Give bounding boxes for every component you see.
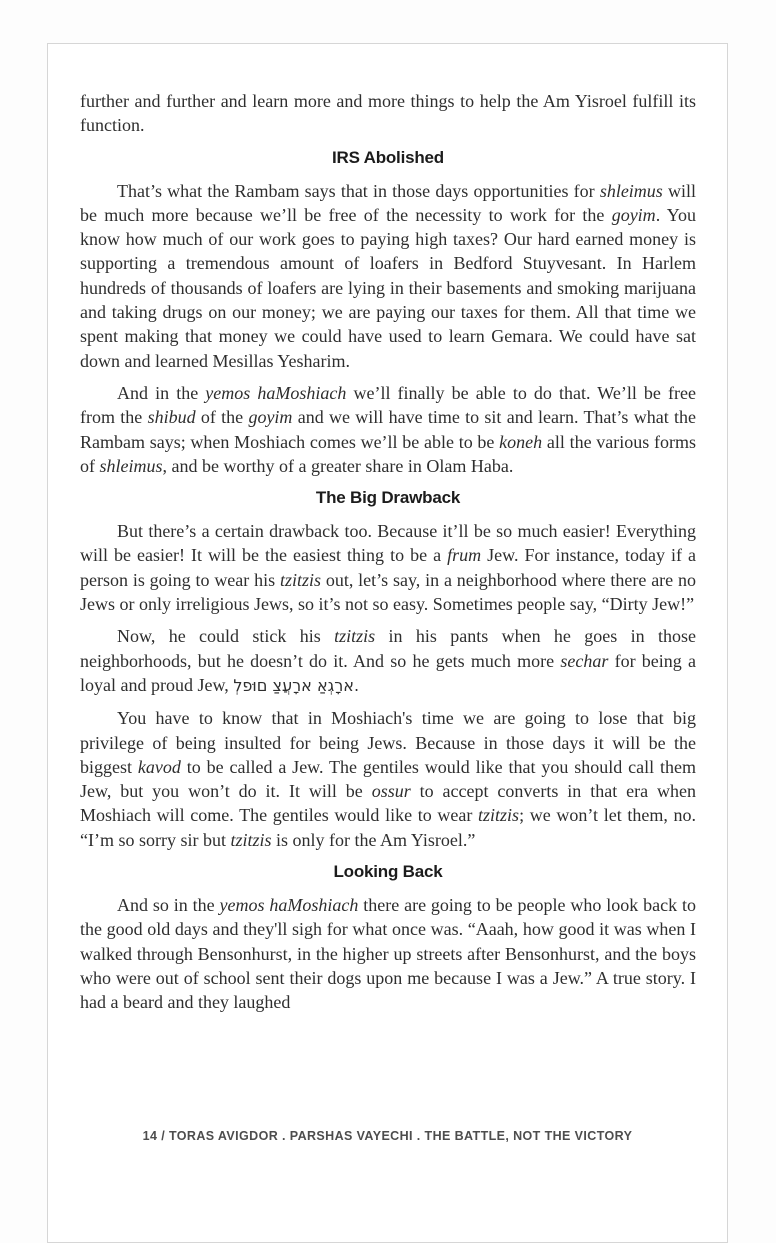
- italic-term: tzitzis: [279, 569, 321, 590]
- paragraph: [80, 519, 696, 616]
- paragraph: [80, 179, 696, 373]
- document-page: [47, 43, 728, 1243]
- italic-term: goyim: [611, 204, 656, 225]
- italic-term: shibud: [147, 407, 196, 428]
- paragraph: [80, 624, 696, 698]
- italic-term: shleimus: [599, 180, 663, 201]
- text-run: and we will have time to sit and learn. That’s what the Rambam says; when Moshiach comes we’ll be able to be: [80, 407, 696, 452]
- text-run: And so in the: [117, 895, 220, 916]
- italic-term: koneh: [499, 431, 543, 452]
- hebrew-phrase: לְפוּם צַעֲרָא אַגְרָא.: [233, 675, 360, 695]
- italic-term: yemos haMoshiach: [219, 895, 359, 916]
- italic-term: tzitzis: [230, 829, 272, 850]
- paragraph: [80, 381, 696, 478]
- text-run: in his pants when he goes in those neighborhoods, but he doesn’t do it. And so he gets much more: [80, 626, 696, 671]
- italic-term: tzitzis: [334, 626, 376, 647]
- text-run: But there’s a certain drawback too. Because it’ll be so much easier! Everything will be easier! It will be the easiest thing to be a: [80, 521, 696, 566]
- italic-term: ossur: [371, 781, 411, 802]
- italic-term: tzitzis: [478, 805, 520, 826]
- paragraph: [80, 706, 696, 852]
- text-run: You have to know that in Moshiach's time we are going to lose that big privilege of being insulted for being Jews. Because in those days it will be the biggest: [80, 708, 696, 777]
- italic-term: yemos haMoshiach: [205, 382, 347, 403]
- text-run: That’s what the Rambam says that in those days opportunities for: [117, 180, 600, 201]
- section-heading-big-drawback: The Big Drawback: [315, 488, 461, 508]
- text-run: Now, he could stick his: [117, 626, 335, 647]
- paragraph-continuation: [80, 89, 696, 138]
- text-run: to be called a Jew. The gentiles would like that you should call them Jew, but you won’t do it. It will be: [80, 756, 696, 802]
- italic-term: frum: [447, 545, 482, 566]
- text-run: all the various forms of: [80, 431, 696, 476]
- italic-term: kavod: [137, 756, 181, 777]
- italic-term: shleimus: [99, 455, 163, 476]
- text-run: to accept converts in that era when Moshiach will come. The gentiles would like to wear: [80, 781, 697, 826]
- section-heading-looking-back: Looking Back: [333, 862, 443, 882]
- text-run: of the: [195, 407, 249, 428]
- section-heading-irs-abolished: IRS Abolished: [331, 147, 444, 167]
- text-run: further and further and learn more and more things to help the Am Yisroel fulfill its function.: [80, 91, 696, 136]
- text-run: there are going to be people who look back to the good old days and they'll sigh for what once was. “Aaah, how good it was when I walked through Bensonhurst, in the higher up streets after Bensonhurst, and the boys who were out of school sent their dogs upon me because I was a Jew.” A true story. I had a beard and they laughed: [80, 895, 696, 1013]
- text-run: And in the: [117, 382, 206, 403]
- text-run: will be much more because we’ll be free of the necessity to work for the: [80, 180, 696, 225]
- text-run: ; we won’t let them, no. “I’m so sorry sir but: [80, 805, 697, 850]
- page-footer-text: 14 / TORAS AVIGDOR . PARSHAS VAYECHI . THE BATTLE, NOT THE VICTORY: [142, 1129, 633, 1143]
- text-run: we’ll finally be able to do that. We’ll be free from the: [80, 382, 696, 428]
- text-run: Jew. For instance, today if a person is going to wear his: [80, 545, 697, 590]
- text-run: for being a loyal and proud Jew,: [80, 650, 696, 695]
- paragraph: [80, 893, 696, 1014]
- page-content: [48, 44, 727, 1015]
- italic-term: sechar: [560, 650, 609, 671]
- text-run: is only for the Am Yisroel.”: [271, 829, 476, 850]
- italic-term: goyim: [248, 407, 293, 428]
- text-run: out, let’s say, in a neighborhood where there are no Jews or only irreligious Jews, so it’s not so easy. Sometimes people say, “Dirty Jew!”: [80, 569, 696, 615]
- text-run: , and be worthy of a greater share in Olam Haba.: [162, 455, 514, 476]
- text-run: . You know how much of our work goes to paying high taxes? Our hard earned money is supporting a tremendous amount of loafers in Bedford Stuyvesant. In Harlem hundreds of thousands of loafers are lying in their basements and smoking marijuana and taking drugs on our money; we are paying our taxes for them. All that time we spent making that money we could have used to learn Gemara. We could have sat down and learned Mesillas Yesharim.: [80, 204, 696, 371]
